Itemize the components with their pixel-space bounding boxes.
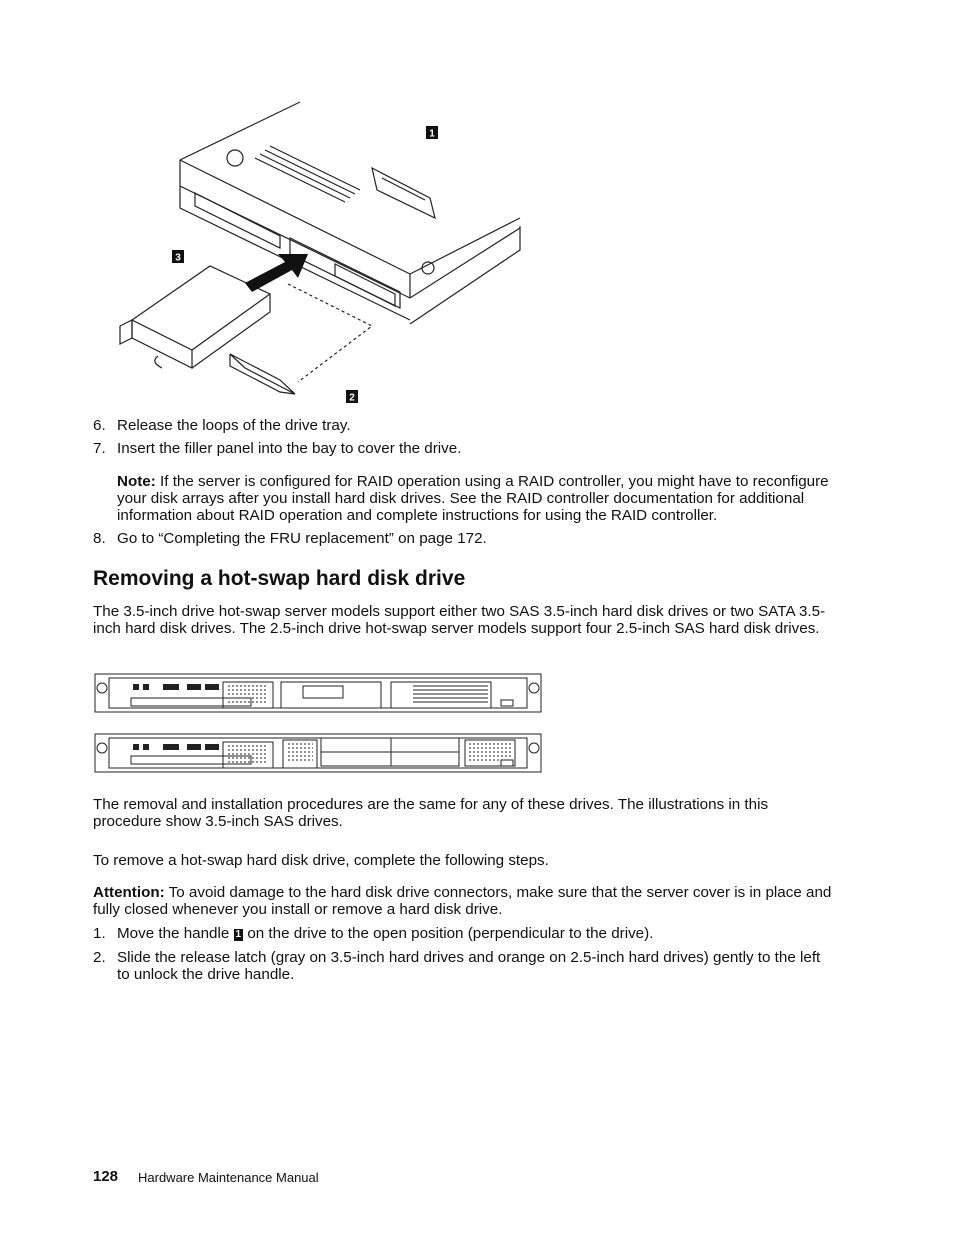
step-text: Release the loops of the drive tray.	[117, 417, 351, 434]
server-front-panels-illustration	[93, 672, 543, 774]
step-number: 2.	[93, 949, 106, 966]
section-heading: Removing a hot-swap hard disk drive	[93, 567, 466, 590]
step-number: 7.	[93, 440, 106, 457]
step-text: Go to “Completing the FRU replacement” on page 172.	[117, 530, 487, 547]
callout-1-inline: 1	[235, 929, 242, 940]
procedure-paragraph: The removal and installation procedures are the same for any of these drives. The illustrations in this procedure show 3.5-inch SAS drives.	[93, 796, 769, 830]
attention-label: Attention:	[93, 884, 165, 901]
step-text: Slide the release latch (gray on 3.5-inch hard drives and orange on 2.5-inch hard drives) gently to the left to unlock the drive handle.	[117, 949, 821, 983]
note-paragraph	[117, 473, 852, 524]
note-label: Note:	[117, 473, 156, 490]
note-text: If the server is configured for RAID operation using a RAID controller, you might have to reconfigure your disk arrays after you install hard disk drives. See the RAID controller documentation for additional information about RAID operation and complete instructions for using the RAID controller.	[117, 473, 829, 524]
callout-1-label: 1	[429, 128, 435, 140]
intro-paragraph: The 3.5-inch drive hot-swap server models support either two SAS 3.5-inch hard disk drives or two SATA 3.5-inch hard disk drives. The 2.5-inch drive hot-swap server models support four 2.5-inch SAS hard disk drives.	[93, 603, 826, 637]
step-text-after: on the drive to the open position (perpendicular to the drive).	[243, 925, 654, 942]
step-number: 1.	[93, 925, 106, 942]
attention-paragraph	[93, 884, 853, 918]
callout-2-label: 2	[349, 392, 355, 404]
step-number: 6.	[93, 417, 106, 434]
steps-intro-paragraph: To remove a hot-swap hard disk drive, complete the following steps.	[93, 852, 549, 869]
step-number: 8.	[93, 530, 106, 547]
callout-3-label: 3	[175, 252, 181, 264]
step-text	[117, 925, 852, 942]
step-text: Insert the filler panel into the bay to cover the drive.	[117, 440, 462, 457]
attention-text: To avoid damage to the hard disk drive connectors, make sure that the server cover is in place and fully closed whenever you install or remove a hard disk drive.	[93, 884, 832, 918]
step-text-before: Move the handle	[117, 925, 234, 942]
page-number: 128	[93, 1168, 119, 1185]
server-drive-installation-illustration	[110, 98, 530, 408]
footer-title: Hardware Maintenance Manual	[138, 1170, 319, 1185]
